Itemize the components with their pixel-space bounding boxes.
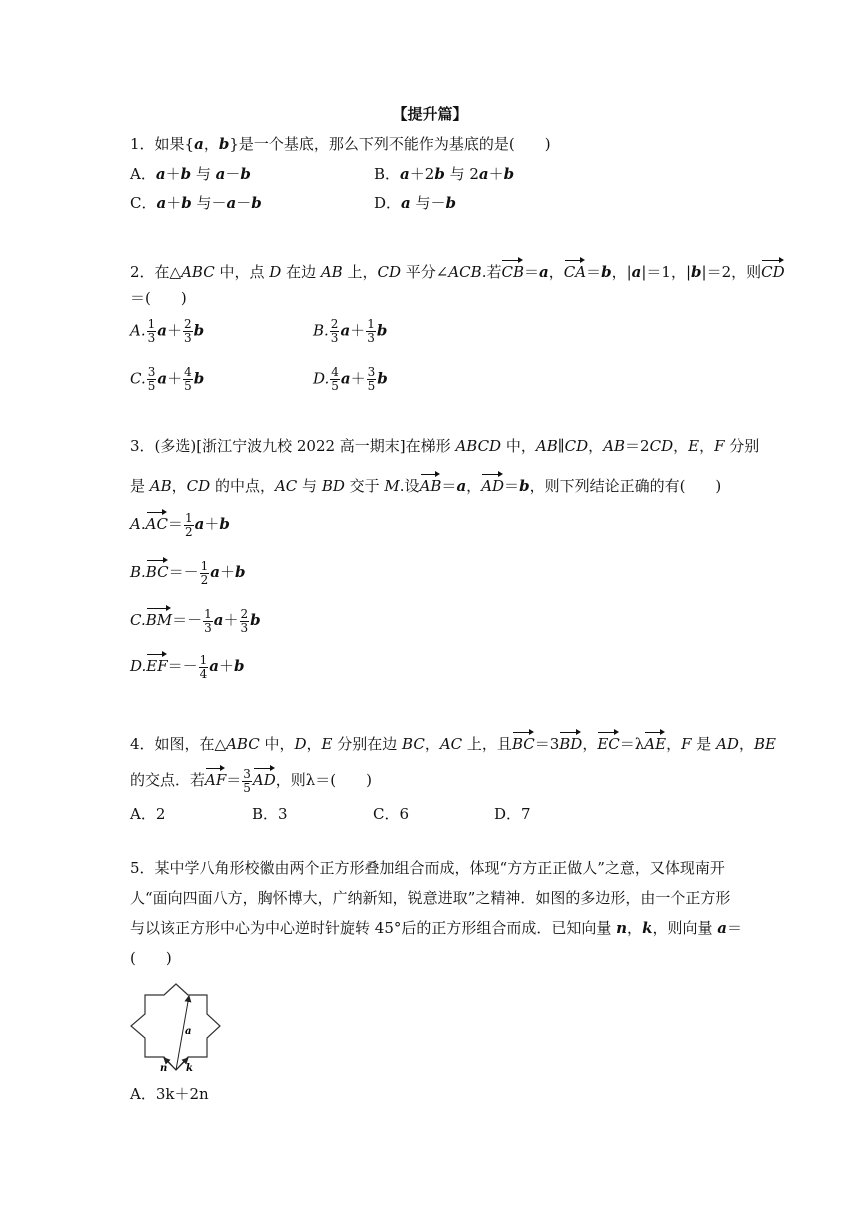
q5-line1: 5．某中学八角形校徽由两个正方形叠加组合而成，体现“方方正正做人”之意，又体现南开 [130,859,725,877]
q3-option-a: A.AC＝ $\frac{1}{2}$ a＋b [130,510,230,539]
q2-option-b: B. $\frac{2}{3}$ a＋ $\frac{1}{3}$ b [313,317,388,345]
q1-option-b: B．a＋2b 与 2a＋b [374,165,515,183]
q1-option-d: D．a 与－b [374,194,457,212]
q3-option-b: B.BC＝－ $\frac{1}{2}$ a＋b [130,558,246,587]
q4-option-a: A．2 [130,805,166,823]
q1-stem: 1．如果{a，b}是一个基底，那么下列不能作为基底的是( ) [130,135,551,153]
q5-line3: 与以该正方形中心为中心逆时针旋转 45°后的正方形组合而成．已知向量 n，k，则向量 a＝ [130,919,742,937]
q2-option-d: D. $\frac{4}{5}$ a＋ $\frac{3}{5}$ b [313,365,388,393]
q3-option-d: D.EF＝－ $\frac{1}{4}$ a＋b [130,652,245,681]
q1-option-c: C．a＋b 与－a－b [130,194,262,212]
q4-stem-line2: 的交点．若AF＝ $\frac{3}{5}$ AD，则λ＝( ) [130,766,372,795]
q3-stem-line1: 3．(多选)[浙江宁波九校 2022 高一期末]在梯形 ABCD 中，AB∥CD，AB＝2CD，E，F 分别 [130,437,760,455]
octagram-outline [131,984,220,1070]
section-title: 【提升篇】 [392,105,468,123]
q5-option-a: A．3k＋2n [130,1085,209,1103]
q4-stem-line1: 4．如图，在△ABC 中，D，E 分别在边 BC，AC 上，且BC＝3BD，EC＝λAE，F 是 AD，BE [130,730,776,754]
label-a: a [185,1026,192,1037]
q2-option-c: C. $\frac{3}{5}$ a＋ $\frac{4}{5}$ b [130,365,205,393]
q5-line2: 人“面向四面八方，胸怀博大，广纳新知，锐意进取”之精神．如图的多边形，由一个正方形 [130,889,731,907]
q5-line4: ( ) [130,949,172,967]
q2-stem-line2: ＝( ) [130,289,187,307]
q2-option-a: A. $\frac{1}{3}$ a＋ $\frac{2}{3}$ b [130,317,205,345]
octagram-figure [128,982,228,1074]
q4-option-c: C．6 [373,805,410,823]
q2-stem-line1: 2．在△ABC 中，点 D 在边 AB 上，CD 平分∠ACB.若CB＝a，CA＝b，|a|＝1，|b|＝2，则CD [130,258,785,282]
q4-option-b: B．3 [252,805,288,823]
q3-stem-line2: 是 AB，CD 的中点，AC 与 BD 交于 M.设AB＝a，AD＝b，则下列结论正确的有( ) [130,472,721,496]
label-n: n [160,1063,168,1074]
q3-option-c: C.BM＝－ $\frac{1}{3}$ a＋ $\frac{2}{3}$ b [130,606,261,635]
q4-option-d: D．7 [494,805,531,823]
label-k: k [186,1063,193,1074]
q1-option-a: A．a＋b 与 a－b [130,165,251,183]
